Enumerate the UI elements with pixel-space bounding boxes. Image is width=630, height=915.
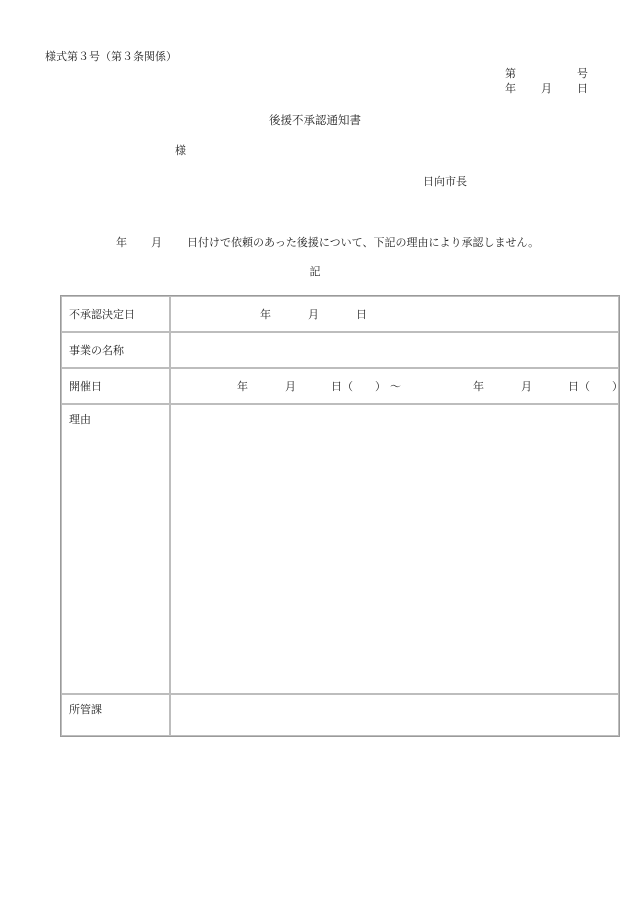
issue-date-month: 月 (541, 82, 552, 95)
decision-year: 年 (260, 308, 271, 321)
document-number-prefix: 第 (505, 67, 516, 80)
table-row (61, 694, 619, 736)
decision-day: 日 (356, 308, 367, 321)
document-number-suffix: 号 (577, 67, 588, 80)
event-name-value (170, 332, 619, 368)
recipient-honorific: 様 (175, 144, 186, 157)
form-number: 様式第３号（第３条関係） (45, 50, 177, 63)
reason-value (170, 404, 619, 694)
period-start-month: 月 (285, 380, 296, 393)
reason-label: 理由 (61, 404, 170, 694)
body-year: 年 (116, 236, 127, 249)
period-label: 開催日 (61, 368, 170, 404)
issue-date-day: 日 (577, 82, 588, 95)
document-title: 後援不承認通知書 (269, 113, 361, 127)
table-row (61, 332, 619, 368)
ki-heading: 記 (309, 265, 321, 278)
issue-date-year: 年 (505, 82, 516, 95)
period-end-month: 月 (521, 380, 532, 393)
event-name-label: 事業の名称 (61, 332, 170, 368)
period-end-day: 日（ ） (568, 380, 623, 393)
period-start-day: 日（ ） (331, 380, 386, 393)
department-value (170, 694, 619, 736)
issuer-name: 日向市長 (423, 175, 467, 188)
decision-date-label: 不承認決定日 (61, 296, 170, 332)
body-month: 月 (151, 236, 162, 249)
table-row (61, 368, 619, 404)
details-table (60, 295, 623, 737)
period-tilde: ～ (390, 380, 401, 393)
decision-date-value (170, 296, 619, 332)
body-text: 日付けで依頼のあった後援について、下記の理由により承認しません。 (187, 236, 540, 249)
department-label: 所管課 (61, 694, 170, 736)
table-row (61, 296, 619, 332)
period-value (170, 368, 623, 404)
period-end-year: 年 (473, 380, 484, 393)
decision-month: 月 (308, 308, 319, 321)
table-row (61, 404, 619, 694)
period-start-year: 年 (237, 380, 248, 393)
